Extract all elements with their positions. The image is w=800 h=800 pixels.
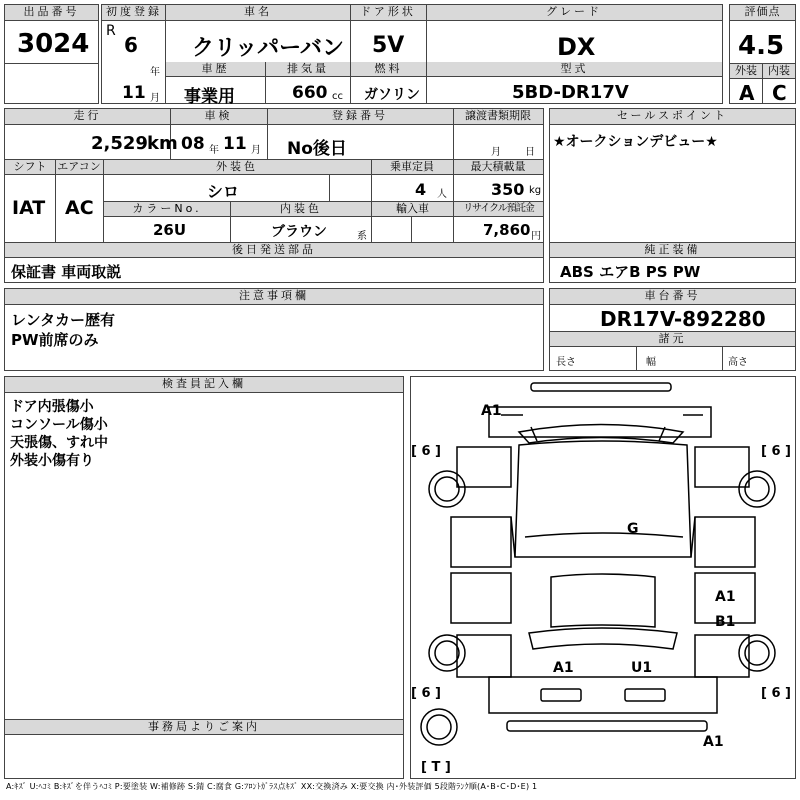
hood-outline [489, 407, 711, 437]
interior-color: ブラウン [271, 224, 327, 240]
recycle-fee: 7,860 [483, 221, 531, 239]
mark-a1-top: A1 [481, 403, 502, 419]
import-label: 輸入車 [372, 202, 453, 217]
mark-u1: U1 [631, 660, 653, 676]
capacity-label: 乗車定員 [371, 160, 453, 175]
mark-a1-bottom: A1 [703, 734, 724, 750]
car-diagram [411, 377, 795, 778]
recycle-unit: 円 [531, 231, 541, 242]
grade: DX [557, 33, 596, 61]
fuel-label: 燃料 [351, 62, 426, 77]
note-line-2: PW前席のみ [11, 331, 99, 349]
reg-month: 11 [122, 83, 146, 103]
interior-color-unit: 系 [357, 231, 367, 242]
rear-bumper [541, 689, 581, 701]
inspection-label: 車検 [170, 109, 267, 125]
transfer-label: 譲渡書類期限 [453, 109, 543, 125]
score-value: 4.5 [738, 31, 785, 61]
displacement: 660 [292, 83, 328, 103]
load-label: 最大積載量 [453, 160, 543, 175]
equipment: ABS エアB PS PW [560, 263, 701, 281]
notes-box [4, 288, 544, 371]
chassis-box [549, 288, 796, 371]
spec-label: 諸元 [550, 332, 795, 347]
front-bumper [531, 383, 671, 391]
door-label: ドア形状 [350, 5, 426, 21]
tire-tr-mark: [ 6 ] [761, 444, 791, 459]
rear-body [489, 677, 717, 713]
lot-box [4, 4, 99, 104]
capacity: 4 [415, 180, 427, 199]
ext-grade: A [739, 81, 755, 105]
transfer-day-unit: 日 [525, 147, 535, 158]
model-label: 型式 [427, 62, 722, 77]
fuel: ガソリン [364, 87, 420, 103]
year-unit: 年 [150, 67, 160, 78]
later-parts: 保証書 車両取説 [11, 263, 122, 281]
sales-label: セールスポイント [550, 109, 795, 125]
max-load: 350 [491, 180, 525, 199]
grade-label: グレード [426, 5, 722, 21]
reg-no-label: 登録番号 [267, 109, 453, 125]
chassis-label: 車台番号 [550, 289, 795, 305]
displacement-label: 排気量 [266, 62, 350, 77]
car-diagram-box [410, 376, 796, 779]
windshield [519, 425, 683, 444]
notes-label: 注意事項欄 [5, 289, 543, 305]
office-label: 事務局よりご案内 [5, 720, 403, 735]
note-line-1: レンタカー歴有 [11, 311, 116, 329]
ac: AC [65, 197, 94, 219]
later-parts-label: 後日発送部品 [5, 243, 543, 258]
recycle-label: リサイクル預託金 [454, 202, 543, 217]
int-label: 内装 [763, 64, 795, 79]
inspector-box [4, 376, 404, 779]
mileage-label: 走行 [5, 109, 170, 125]
lot-number: 3024 [17, 29, 90, 59]
rear-window [529, 628, 677, 649]
tire-tl-mark: [ 6 ] [411, 444, 441, 459]
insp-month-unit: 月 [251, 145, 261, 156]
sales-point: ★オークションデビュー★ [553, 134, 718, 150]
mileage-unit: km [147, 133, 178, 154]
tire-br-mark: [ 6 ] [761, 686, 791, 701]
inspector-line-3: 天張傷、すれ中 [10, 435, 108, 451]
era: R [106, 23, 116, 39]
capacity-unit: 人 [437, 189, 447, 200]
details-box [4, 108, 544, 283]
int-grade: C [772, 81, 787, 105]
sales-box [549, 108, 796, 283]
ext-label: 外装 [730, 64, 762, 79]
insp-year-unit: 年 [209, 145, 219, 156]
inspector-line-1: ドア内張傷小 [10, 399, 94, 415]
lot-label: 出品番号 [5, 5, 98, 21]
vehicle-info-box [101, 4, 723, 107]
transfer-month-unit: 月 [491, 147, 501, 158]
spec-width: 幅 [646, 357, 656, 368]
spare-mark: [ T ] [421, 760, 451, 775]
inspector-line-4: 外装小傷有り [10, 453, 94, 469]
tire-bl-mark: [ 6 ] [411, 686, 441, 701]
month-unit: 月 [150, 93, 160, 104]
history: 事業用 [184, 87, 235, 107]
name-label: 車名 [166, 5, 350, 21]
rear-roof [551, 574, 655, 627]
spec-length: 長さ [556, 357, 576, 368]
reg-year: 6 [124, 33, 138, 57]
history-label: 車歴 [166, 62, 265, 77]
exterior-color: シロ [207, 182, 240, 201]
insp-year: 08 [181, 134, 205, 154]
inspector-line-2: コンソール傷小 [10, 417, 108, 433]
chassis-number: DR17V-892280 [600, 307, 766, 331]
mark-a1-right: A1 [715, 589, 736, 605]
mark-a1-bottom-left: A1 [553, 660, 574, 676]
score-label: 評価点 [730, 5, 795, 21]
inspector-label: 検査員記入欄 [5, 377, 403, 393]
load-unit: kg [529, 185, 542, 196]
ac-label: エアコン [55, 160, 103, 175]
displacement-unit: cc [332, 91, 343, 102]
shift: IAT [12, 197, 46, 219]
spec-height: 高さ [728, 357, 748, 368]
insp-month: 11 [223, 134, 247, 154]
mark-b1: B1 [715, 614, 736, 630]
color-no: 26U [153, 221, 187, 239]
reg-no: No後日 [287, 139, 347, 159]
color-no-label: カラーNo. [104, 202, 230, 217]
color-label: 外装色 [103, 160, 371, 175]
legend: A:ｷｽﾞ U:ﾍｺﾐ B:ｷｽﾞを伴うﾍｺﾐ P:要塗装 W:補修跡 S:錆 C:腐食 G:ﾌﾛﾝﾄｶﾞﾗｽ点ｷｽﾞ XX:交換済み X:要交換 内･外装評価 5段階ﾗﾝｸ順(A･B･C･D･E) 1 [6, 782, 538, 791]
shift-label: シフト [5, 160, 55, 175]
vehicle-name: クリッパーバン [192, 36, 345, 61]
interior-color-label: 内装色 [231, 202, 371, 217]
model: 5BD-DR17V [512, 82, 629, 103]
equip-label: 純正装備 [550, 243, 795, 258]
score-box [729, 4, 796, 104]
first-reg-label: 初度登録 [102, 5, 166, 21]
roof-panel [515, 441, 691, 557]
door-type: 5V [372, 33, 405, 58]
mileage: 2,529 [91, 133, 148, 154]
mark-g: G [627, 521, 639, 537]
